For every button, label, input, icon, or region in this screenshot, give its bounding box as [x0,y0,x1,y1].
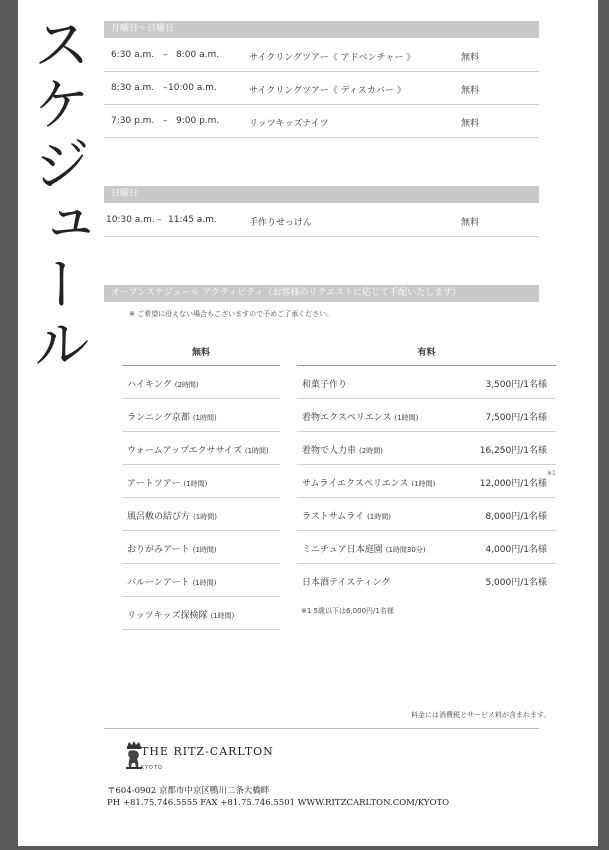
brand-name: THE RITZ-CARLTON [141,745,274,758]
free-column-header: 無料 [191,348,210,358]
section-header-open-schedule: オープンスケジュール アクティビティ（お客様のリクエストに応じて手配いたします） [104,285,539,302]
activity-name: ラストサムライ [302,512,365,522]
start-time: 7:30 p.m. [111,116,155,126]
footer-divider [104,728,539,729]
paid-activity-item [297,432,556,465]
activity-price: 無料 [461,86,480,96]
activity-name: サイクリングツアー《 アドベンチャー 》 [249,53,416,63]
brand-city: KYOTO [141,765,163,771]
activity-duration: (1時間30分) [385,546,426,554]
postal-address: 〒604-0902 京都市中京区鴨川二条大橋畔 [107,786,270,796]
activity-duration: (1時間) [210,612,235,620]
page-title: スケジュール [23,14,91,374]
activity-price: 12,000円/1名様 [479,479,547,489]
free-activity-item [122,399,280,432]
activity-duration: (1時間) [183,480,208,488]
open-schedule-note: ※ ご希望に沿えない場合もございますので予めご了承ください。 [129,310,334,318]
paid-activity-item [297,564,556,596]
activity-duration: (1時間) [193,513,217,521]
activity-name: おりがみアート [127,545,190,555]
end-time: 8:00 a.m. [176,50,220,60]
start-time: 8:30 a.m. [111,83,155,93]
contact-line: PH +81.75.746.5555 FAX +81.75.746.5501 WWW.RITZCARLTON.COM/KYOTO [107,798,450,808]
free-activity-item [122,597,280,630]
time-dash: – [163,116,168,126]
section-header-weekdays: 月曜日～日曜日 [104,21,539,38]
activity-name: 和菓子作り [302,380,348,390]
tax-note: 料金には消費税とサービス料が含まれます。 [411,711,551,719]
activity-name: ウォームアップエクササイズ [127,446,242,456]
free-activity-item [122,564,280,597]
activity-duration: (1時間) [244,447,269,455]
free-activity-item [122,465,280,498]
activity-name: アートツアー [127,479,181,489]
activity-duration: (1時間) [192,414,217,422]
paid-activity-item [297,498,556,531]
activity-name: ランニング京都 [127,413,190,423]
activity-price: 4,000円/1名様 [485,545,547,555]
paid-activity-item [297,366,556,399]
activity-name: ミニチュア日本庭園 [302,545,383,555]
activity-duration: (1時間) [192,579,217,587]
footnote: ※1 5歳以下は6,000円/1名様 [301,607,394,615]
start-time: 6:30 a.m. [111,50,155,60]
activity-duration: (1時間) [192,546,217,554]
activity-name: サイクリングツアー《 ディスカバー 》 [249,86,406,96]
activity-name: 着物エクスペリエンス [302,413,392,423]
paid-activity-item [297,399,556,432]
activity-price: 8,000円/1名様 [485,512,547,522]
paid-activity-item [297,531,556,564]
activity-price: 16,250円/1名様 [479,446,547,456]
activity-price: 無料 [461,218,480,228]
start-time: 10:30 a.m. [106,215,155,225]
activity-duration: (1時間) [411,480,436,488]
end-time: 11:45 a.m. [168,215,217,225]
schedule-row [104,38,539,72]
activity-price: 7,500円/1名様 [485,413,547,423]
free-activity-item [122,498,280,531]
paid-activity-item [297,465,556,498]
time-dash: – [163,50,168,60]
activity-duration: (2時間) [359,447,383,455]
activity-name: バルーンアート [127,578,190,588]
activity-price: 無料 [461,53,480,63]
activity-name: 日本酒テイスティング [302,578,391,588]
schedule-row [104,104,539,138]
schedule-row [104,203,539,237]
paid-column-header: 有料 [417,348,436,358]
activity-duration: (1時間) [367,513,391,521]
time-dash: – [157,215,162,225]
activity-name: 手作りせっけん [249,218,312,228]
end-time: 10:00 a.m. [168,83,217,93]
free-activity-item [122,432,280,465]
activity-duration: (1時間) [394,414,419,422]
free-activity-item [122,366,280,399]
section-header-sunday: 日曜日 [104,186,539,203]
time-dash: – [163,83,168,93]
activity-name: リッツキッズナイツ [249,119,329,129]
end-time: 9:00 p.m. [176,116,220,126]
activity-name: 着物で人力車 [302,446,357,456]
activity-name: 風呂敷の結び方 [127,512,191,522]
schedule-row [104,71,539,105]
footnote-marker: ※1 [547,470,556,477]
activity-duration: (2時間) [174,381,199,389]
activity-price: 5,000円/1名様 [485,578,547,588]
activity-name: ハイキング [127,380,172,390]
activity-price: 3,500円/1名様 [485,380,547,390]
free-activity-item [122,531,280,564]
activity-name: サムライエクスペリエンス [302,479,409,489]
activity-price: 無料 [461,119,480,129]
activity-name: リッツキッズ探検隊 [127,611,208,621]
